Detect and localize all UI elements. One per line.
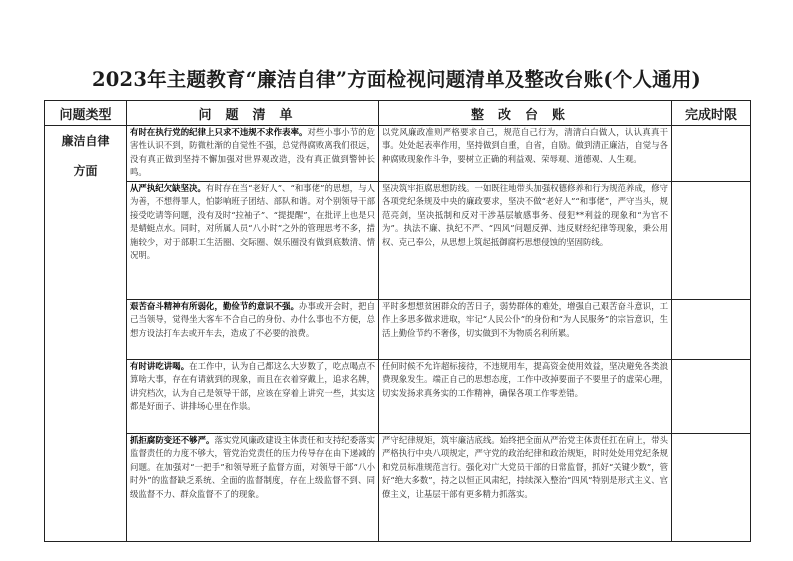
category-cell: [45, 126, 127, 542]
table-row: [45, 434, 751, 542]
category-sub-label: 方面: [73, 164, 98, 178]
table-row: [45, 182, 751, 300]
deadline-cell: [672, 434, 751, 542]
rectification-cell: 严守纪律规矩，筑牢廉洁底线。始终把全面从严治党主体责任扛在肩上，带头严格执行中央八项规定，严守党的政治纪律和政治规矩，时时处处用党纪条规和党员标准规范言行。强化对广大党员干部的日常监督，抓好“关键少数”，管好“绝大多数”，持之以恒正风肃纪，持续深入整治“四风”特别是形式主义、官僚主义，让基层干部有更多精力抓落实。: [379, 434, 672, 542]
problem-detail: 在工作中，认为自己都这么大岁数了，吃点喝点不算啥大事，存在有请就到的现象，而且在衣着穿戴上，追求名牌，讲究档次，认为自己是领导干部，应该在穿着上讲究一些，其实这都是好面子、讲排场心里在作祟。: [130, 361, 375, 412]
problem-headline: 艰苦奋斗精神有所弱化，勤俭节约意识不强。: [130, 301, 300, 311]
problem-headline: 有时讲吃讲喝。: [130, 361, 190, 371]
header-deadline: 完成时限: [672, 101, 751, 126]
table-header-row: [45, 101, 751, 126]
header-problem-list: 问题清单: [127, 101, 379, 126]
problem-cell: [127, 182, 379, 300]
rectification-cell: 以党风廉政准则严格要求自己，规范自己行为，清清白白做人，认认真真干事。处处起表率作用，坚持做到自重，自省，自励。做到清正廉洁，自觉与各种腐败现象作斗争，要树立正确的利益观、荣辱观、道德观、人生观。: [379, 126, 672, 182]
problem-detail: 落实党风廉政建设主体责任和支持纪委落实监督责任的力度不够大，管党治党责任的压力传导存在由下递减的问题。在加强对“一把手”和领导班子监督方面，对领导干部“八小时外”的监督缺乏系统、全面的监督制度，存在上级监督不到、同级监督不力、群众监督不了的现象。: [130, 435, 376, 499]
rectification-cell: 平时多想想贫困群众的苦日子，弱势群体的难处，增强自己艰苦奋斗意识，工作上多思多做求进取，牢记“人民公仆”的身份和“为人民服务”的宗旨意识，生活上勤俭节约不奢侈，切实做到不为物质名利所累。: [379, 300, 672, 360]
problem-cell: [127, 300, 379, 360]
header-rectification-ledger: 整改台账: [379, 101, 672, 126]
rectification-cell: 任何时候不允许超标接待，不违规用车，提高资金使用效益，坚决避免各类浪费现象发生。端正自己的思想态度，工作中改掉要面子不要里子的虚荣心理，切实发扬求真务实的工作精神，确保各项工作零差错。: [379, 360, 672, 434]
deadline-cell: [672, 182, 751, 300]
problem-detail: 对些小事小节的危害性认识不到，防微杜渐的自觉性不强，总觉得腐败离我们很远，没有真正做到坚持不懈加强对世界观改造，没有真正做到警钟长鸣。: [130, 127, 375, 178]
rectification-table: [44, 100, 751, 542]
table-row: [45, 360, 751, 434]
rectification-cell: 坚决筑牢拒腐思想防线。一如既往地带头加强权德修养和行为规范养成，修守各项党纪条规及中央的廉政要求，坚决不做“老好人”“和事佬”，严守当头，规范亮剑，坚决抵制和反对干涉基层敏感事务、侵犯**利益的现象和“为官不为”。执法不廉、执纪不严、“四风”问题反弹、违反财经纪律等现象，秉公用权、克己奉公，从思想上筑起抵御腐朽思想侵蚀的坚固防线。: [379, 182, 672, 300]
problem-detail: 办事或开会时，把自己当领导，觉得坐大客车不合自己的身份、办什么事也不方便，总想方设法打车去或开车去，造成了不必要的浪费。: [130, 301, 376, 338]
deadline-cell: [672, 360, 751, 434]
deadline-cell: [672, 300, 751, 360]
problem-headline: 从严执纪欠缺坚决。: [130, 183, 206, 193]
table-row: [45, 300, 751, 360]
category-label: 廉洁自律: [61, 134, 110, 148]
problem-cell: [127, 434, 379, 542]
problem-detail: 有时存在当“老好人”、“和事佬”的思想，与人为善，不想得罪人，怕影响班子团结、部队和谐。对个别领导干部接受吃请等问题，没有及时“拉袖子”、“提提醒”，在批评上也是只是蜻蜓点水。同时，对所属人员“八小时”之外的管理思考不多，措施较少，对于部职工生活圈、交际圈、娱乐圈没有做到底数清、情况明。: [130, 183, 376, 261]
problem-cell: [127, 360, 379, 434]
page-title: 2023年主题教育“廉洁自律”方面检视问题清单及整改台账(个人通用): [92, 68, 701, 91]
problem-headline: 抓拒腐防变还不够严。: [130, 435, 215, 445]
deadline-cell: [672, 126, 751, 182]
problem-headline: 有时在执行党的纪律上只求不违规不求作表率。: [130, 127, 308, 137]
problem-cell: [127, 126, 379, 182]
table-row: [45, 126, 751, 182]
header-problem-type: 问题类型: [45, 101, 127, 126]
